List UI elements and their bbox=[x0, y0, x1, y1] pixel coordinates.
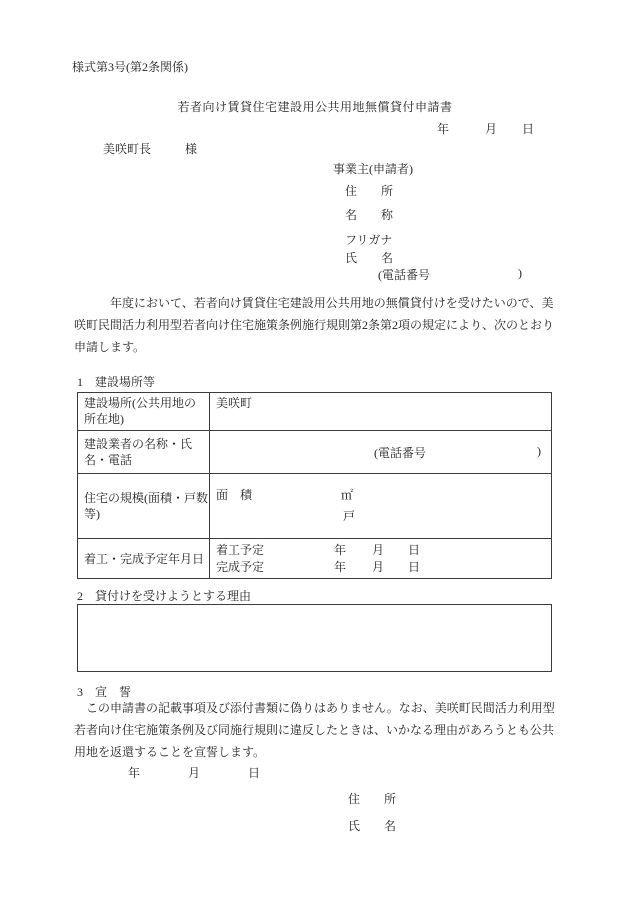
day-label: 日 bbox=[408, 559, 421, 574]
signature-name-label: 氏 名 bbox=[348, 819, 397, 833]
year-label: 年 bbox=[334, 542, 347, 557]
form-number: 様式第3号(第2条関係) bbox=[72, 60, 188, 74]
addressee-honorific: 様 bbox=[185, 142, 198, 156]
construction-details-table bbox=[77, 392, 552, 579]
oath-line: この申請書の記載事項及び添付書類に偽りはありません。なお、美咲町民間活力利用型 bbox=[74, 701, 555, 715]
scale-label-cell bbox=[78, 474, 210, 539]
applicant-phone-close-paren: ) bbox=[518, 266, 522, 280]
start-date-label: 着工予定 bbox=[216, 542, 265, 557]
day-label: 日 bbox=[408, 542, 421, 557]
date-line-top bbox=[437, 120, 534, 137]
year-label: 年 bbox=[128, 766, 141, 780]
location-value-cell bbox=[210, 393, 552, 431]
location-label: 建設場所(公共用地の bbox=[84, 396, 196, 410]
section1-heading: 1 建設場所等 bbox=[77, 375, 156, 389]
year-label: 年 bbox=[334, 559, 347, 574]
day-label: 日 bbox=[522, 122, 535, 136]
oath-line: 若者向け住宅施策条例及び同施行規則に違反したときは、いかなる理由があろうとも公共 bbox=[74, 723, 555, 737]
scale-label: 住宅の規模(面積・戸数 bbox=[84, 491, 208, 505]
builder-label: 建設業者の名称・氏 bbox=[84, 437, 193, 451]
schedule-label: 着工・完成予定年月日 bbox=[84, 551, 205, 566]
month-label: 月 bbox=[188, 766, 201, 780]
month-label: 月 bbox=[485, 122, 498, 136]
intro-paragraph bbox=[74, 292, 556, 358]
applicant-furigana-label: フリガナ bbox=[345, 233, 393, 247]
table-row-builder bbox=[78, 431, 552, 474]
oath-line: 用地を返還することを宣誓します。 bbox=[74, 745, 266, 759]
intro-line: 申請します。 bbox=[74, 340, 146, 354]
section3-heading: 3 宣 誓 bbox=[77, 685, 132, 699]
area-unit-label: ㎡ bbox=[341, 488, 354, 502]
schedule-label-cell bbox=[78, 539, 210, 579]
reason-input-box bbox=[77, 604, 552, 672]
table-row-location bbox=[78, 393, 552, 431]
location-label: 所在地) bbox=[84, 412, 124, 426]
scale-value-cell bbox=[210, 474, 552, 539]
signature-address-label: 住 所 bbox=[348, 792, 397, 806]
finish-date-label: 完成予定 bbox=[216, 559, 265, 574]
builder-label-cell bbox=[78, 431, 210, 474]
scale-label: 等) bbox=[84, 507, 100, 521]
location-value: 美咲町 bbox=[216, 396, 253, 410]
area-label: 面 積 bbox=[216, 488, 253, 502]
intro-line: 咲町民間活力利用型若者向け住宅施策条例施行規則第2条第2項の規定により、次のとおり bbox=[74, 318, 555, 332]
applicant-heading: 事業主(申請者) bbox=[333, 162, 413, 176]
document-title: 若者向け賃貸住宅建設用公共用地無償貸付申請書 bbox=[177, 100, 453, 114]
table-row-scale bbox=[78, 474, 552, 539]
builder-value-cell bbox=[210, 431, 552, 474]
count-unit-label: 戸 bbox=[343, 509, 356, 523]
applicant-entity-name-label: 名 称 bbox=[345, 208, 394, 222]
schedule-value-cell bbox=[210, 539, 552, 579]
day-label: 日 bbox=[248, 766, 261, 780]
oath-paragraph bbox=[74, 697, 556, 763]
applicant-person-name-label: 氏 名 bbox=[345, 251, 394, 265]
year-label: 年 bbox=[437, 122, 450, 136]
section2-heading: 2 貸付けを受けようとする理由 bbox=[77, 589, 252, 603]
table-row-schedule bbox=[78, 539, 552, 579]
builder-phone-label: (電話番号 bbox=[374, 445, 426, 460]
builder-phone-close-paren: ) bbox=[537, 443, 541, 458]
addressee-line bbox=[103, 140, 197, 157]
applicant-phone-label: (電話番号 bbox=[378, 268, 430, 282]
applicant-address-label: 住 所 bbox=[345, 184, 394, 198]
intro-line: 年度において、若者向け賃貸住宅建設用公共用地の無償貸付けを受けたいので、美 bbox=[74, 296, 554, 310]
location-label-cell bbox=[78, 393, 210, 431]
builder-label: 名・電話 bbox=[84, 453, 133, 467]
month-label: 月 bbox=[372, 559, 385, 574]
month-label: 月 bbox=[372, 542, 385, 557]
date-line-bottom bbox=[128, 764, 260, 781]
addressee-name: 美咲町長 bbox=[103, 142, 152, 156]
